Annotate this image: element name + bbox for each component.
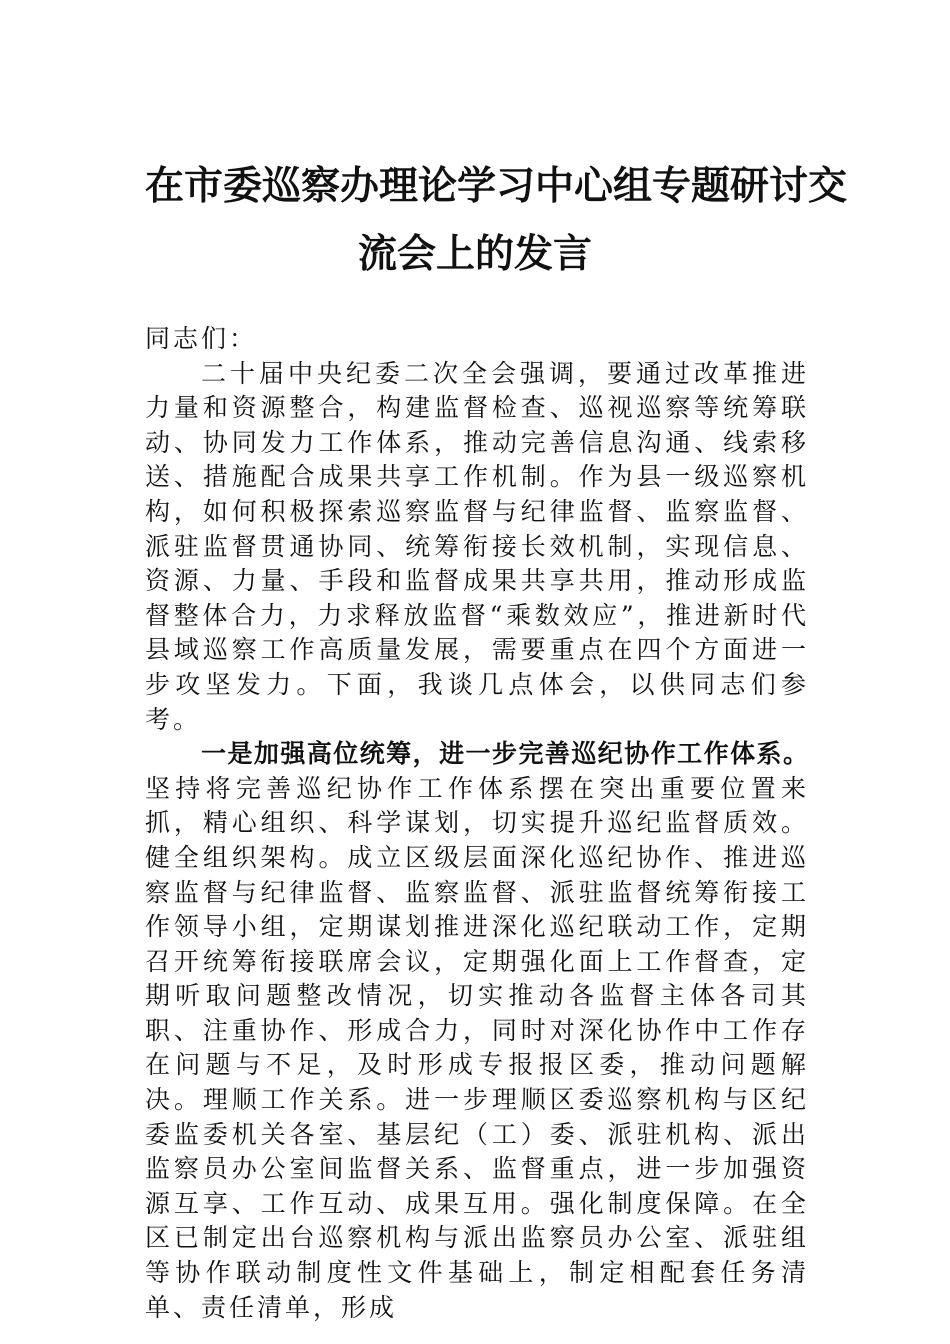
paragraph-intro: 二十届中央纪委二次全会强调，要通过改革推进力量和资源整合，构建监督检查、巡视巡察等统筹联动、协同发力工作体系，推动完善信息沟通、线索移送、措施配合成果共享工作机制。作为县一级巡察机构，如何积极探索巡察监督与纪律监督、监察监督、派驻监督贯通协同、统筹衔接长效机制，实现信息、资源、力量、手段和监督成果共享共用，推动形成监督整体合力，力求释放监督“乘数效应”，推进新时代县域巡察工作高质量发展，需要重点在四个方面进一步攻坚发力。下面，我谈几点体会，以供同志们参考。 [145, 358, 809, 734]
paragraph-point-one-lead: 一是加强高位统筹，进一步完善巡纪协作工作体系。 [201, 739, 809, 769]
document-title-line-1: 在市委巡察办理论学习中心组专题研讨交 [145, 163, 848, 209]
document-body [145, 322, 809, 1325]
document-title-line-2: 流会上的发言 [357, 231, 592, 277]
paragraph-point-one [145, 737, 809, 1325]
salutation: 同志们： [145, 324, 258, 353]
paragraph-point-one-body: 坚持将完善巡纪协作工作体系摆在突出重要位置来抓，精心组织、科学谋划，切实提升巡纪监督质效。健全组织架构。成立区级层面深化巡纪协作、推进巡察监督与纪律监督、监察监督、派驻监督统筹衔接工作领导小组，定期谋划推进深化巡纪联动工作，定期召开统筹衔接联席会议，定期强化面上工作督查，定期听取问题整改情况，切实推动各监督主体各司其职、注重协作、形成合力，同时对深化协作中工作存在问题与不足，及时形成专报报区委，推动问题解决。理顺工作关系。进一步理顺区委巡察机构与区纪委监委机关各室、基层纪（工）委、派驻机构、派出监察员办公室间监督关系、监督重点，进一步加强资源互享、工作互动、成果互用。强化制度保障。在全区已制定出台巡察机构与派出监察员办公室、派驻组等协作联动制度性文件基础上，制定相配套任务清单、责任清单，形成 [145, 773, 809, 1322]
